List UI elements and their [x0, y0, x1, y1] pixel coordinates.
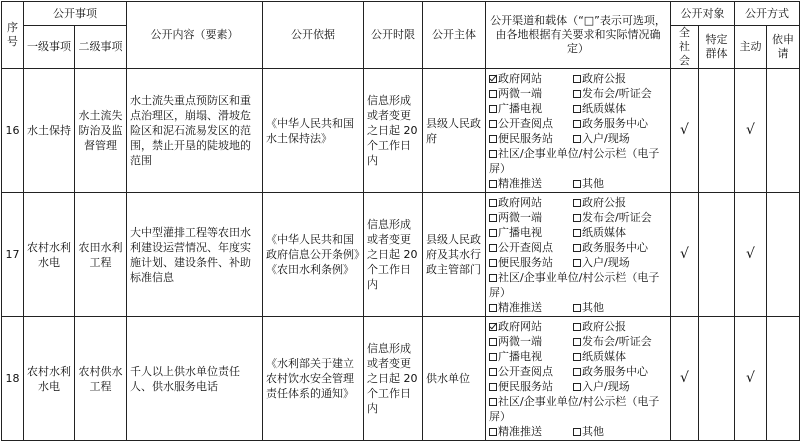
- empty-box-icon: [573, 135, 581, 143]
- channel-option: [573, 240, 667, 255]
- channel-label: 社区/企事业单位/村公示栏（电子屏）: [489, 270, 660, 299]
- society-check: √: [671, 69, 699, 193]
- channel-option: [489, 101, 573, 116]
- checked-box-icon: [489, 323, 497, 331]
- channel-option: [489, 424, 573, 439]
- row-level1: 农村水利水电: [24, 193, 75, 317]
- header-basis: 公开依据: [263, 2, 364, 69]
- channel-label: 政府网站: [498, 195, 542, 209]
- checked-box-icon: [489, 75, 497, 83]
- empty-box-icon: [489, 229, 497, 237]
- row-level2: 水土流失防治及监督管理: [75, 69, 127, 193]
- empty-box-icon: [489, 199, 497, 207]
- empty-box-icon: [573, 180, 581, 188]
- empty-box-icon: [573, 244, 581, 252]
- channel-label: 政务服务中心: [582, 364, 648, 378]
- table-row: [2, 69, 800, 193]
- header-time-limit: 公开时限: [364, 2, 423, 69]
- channel-option: [573, 334, 667, 349]
- channel-list: [489, 319, 667, 439]
- row-subject: 供水单位: [423, 317, 486, 441]
- channel-option: [573, 195, 667, 210]
- channel-label: 政府公报: [582, 195, 626, 209]
- channel-label: 社区/企事业单位/村公示栏（电子屏）: [489, 394, 660, 423]
- channel-label: 其他: [582, 300, 604, 314]
- table-row: [2, 193, 800, 317]
- channel-label: 两微一端: [498, 334, 542, 348]
- row-content: 水土流失重点预防区和重点治理区，崩塌、滑坡危险区和泥石流易发区的范围，禁止开垦的陡坡地的范围: [127, 69, 263, 193]
- channel-option: [489, 364, 573, 379]
- row-subject: 县级人民政府: [423, 69, 486, 193]
- channel-option: [489, 225, 573, 240]
- channel-option: [573, 424, 667, 439]
- row-basis: 《水利部关于建立农村饮水安全管理责任体系的通知》: [263, 317, 364, 441]
- channel-option: [489, 86, 573, 101]
- row-level1: 农村水利水电: [24, 317, 75, 441]
- empty-box-icon: [489, 259, 497, 267]
- channel-option: [489, 176, 573, 191]
- header-target: 公开对象: [671, 2, 735, 26]
- empty-box-icon: [489, 120, 497, 128]
- channel-option: [489, 319, 573, 334]
- specific-check: [699, 317, 735, 441]
- channel-label: 政务服务中心: [582, 240, 648, 254]
- channel-label: 政府公报: [582, 319, 626, 333]
- channel-label: 入户/现场: [582, 255, 630, 269]
- empty-box-icon: [573, 428, 581, 436]
- header-subject: 公开主体: [423, 2, 486, 69]
- society-check: √: [671, 193, 699, 317]
- channel-list: [489, 71, 667, 191]
- row-time-limit: 信息形成或者变更之日起 20 个工作日内: [364, 69, 423, 193]
- row-channels: [486, 69, 671, 193]
- channel-option: [489, 240, 573, 255]
- channel-label: 精准推送: [498, 300, 542, 314]
- on-request-check: [767, 69, 800, 193]
- channel-option: [573, 349, 667, 364]
- channel-label: 纸质媒体: [582, 101, 626, 115]
- empty-box-icon: [573, 368, 581, 376]
- channel-label: 入户/现场: [582, 379, 630, 393]
- empty-box-icon: [489, 398, 497, 406]
- channel-label: 广播电视: [498, 225, 542, 239]
- channel-label: 其他: [582, 176, 604, 190]
- channel-option: [489, 270, 667, 300]
- header-level1: 一级事项: [24, 26, 75, 69]
- header-channels: 公开渠道和载体（“□”表示可选项，由各地根据有关要求和实际情况确定）: [486, 2, 671, 69]
- channel-option: [573, 71, 667, 86]
- channel-label: 精准推送: [498, 424, 542, 438]
- empty-box-icon: [573, 90, 581, 98]
- active-check: √: [735, 317, 767, 441]
- channel-option: [573, 176, 667, 191]
- header-seq: 序号: [2, 2, 24, 69]
- channel-label: 政府网站: [498, 319, 542, 333]
- channel-option: [573, 131, 667, 146]
- channel-label: 便民服务站: [498, 379, 553, 393]
- channel-option: [489, 131, 573, 146]
- row-basis: 《中华人民共和国政府信息公开条例》《农田水利条例》: [263, 193, 364, 317]
- row-subject: 县级人民政府及其水行政主管部门: [423, 193, 486, 317]
- channel-option: [573, 101, 667, 116]
- channel-option: [573, 319, 667, 334]
- channel-option: [573, 300, 667, 315]
- society-check: √: [671, 317, 699, 441]
- empty-box-icon: [489, 304, 497, 312]
- channel-label: 入户/现场: [582, 131, 630, 145]
- empty-box-icon: [573, 199, 581, 207]
- empty-box-icon: [573, 214, 581, 222]
- empty-box-icon: [573, 229, 581, 237]
- empty-box-icon: [573, 383, 581, 391]
- empty-box-icon: [573, 338, 581, 346]
- empty-box-icon: [489, 353, 497, 361]
- channel-option: [573, 86, 667, 101]
- row-level2: 农村供水工程: [75, 317, 127, 441]
- channel-label: 广播电视: [498, 349, 542, 363]
- empty-box-icon: [489, 150, 497, 158]
- channel-option: [489, 255, 573, 270]
- channel-label: 政府网站: [498, 71, 542, 85]
- channel-option: [573, 116, 667, 131]
- header-society: 全社会: [671, 26, 699, 69]
- channel-label: 精准推送: [498, 176, 542, 190]
- row-seq: 18: [2, 317, 24, 441]
- channel-option: [489, 210, 573, 225]
- channel-label: 发布会/听证会: [582, 86, 652, 100]
- header-active: 主动: [735, 26, 767, 69]
- channel-label: 两微一端: [498, 86, 542, 100]
- channel-option: [573, 225, 667, 240]
- table-row: [2, 317, 800, 441]
- row-basis: 《中华人民共和国水土保持法》: [263, 69, 364, 193]
- row-channels: [486, 317, 671, 441]
- header-content: 公开内容（要素）: [127, 2, 263, 69]
- on-request-check: [767, 317, 800, 441]
- channel-option: [573, 255, 667, 270]
- specific-check: [699, 193, 735, 317]
- channel-label: 公开查阅点: [498, 116, 553, 130]
- channel-option: [489, 394, 667, 424]
- specific-check: [699, 69, 735, 193]
- channel-label: 发布会/听证会: [582, 210, 652, 224]
- disclosure-table: [1, 1, 800, 441]
- empty-box-icon: [489, 338, 497, 346]
- empty-box-icon: [489, 105, 497, 113]
- channel-option: [489, 349, 573, 364]
- channel-label: 纸质媒体: [582, 225, 626, 239]
- empty-box-icon: [573, 353, 581, 361]
- empty-box-icon: [489, 274, 497, 282]
- empty-box-icon: [489, 135, 497, 143]
- empty-box-icon: [489, 180, 497, 188]
- active-check: √: [735, 193, 767, 317]
- channel-option: [489, 334, 573, 349]
- channel-option: [489, 71, 573, 86]
- empty-box-icon: [489, 383, 497, 391]
- on-request-check: [767, 193, 800, 317]
- row-time-limit: 信息形成或者变更之日起 20 个工作日内: [364, 193, 423, 317]
- empty-box-icon: [489, 90, 497, 98]
- header-method: 公开方式: [735, 2, 800, 26]
- channel-option: [489, 300, 573, 315]
- empty-box-icon: [489, 428, 497, 436]
- channel-label: 公开查阅点: [498, 240, 553, 254]
- channel-label: 发布会/听证会: [582, 334, 652, 348]
- header-level2: 二级事项: [75, 26, 127, 69]
- channel-label: 两微一端: [498, 210, 542, 224]
- empty-box-icon: [573, 105, 581, 113]
- empty-box-icon: [573, 75, 581, 83]
- row-level2: 农田水利工程: [75, 193, 127, 317]
- row-time-limit: 信息形成或者变更之日起 20 个工作日内: [364, 317, 423, 441]
- empty-box-icon: [573, 259, 581, 267]
- channel-label: 其他: [582, 424, 604, 438]
- channel-label: 社区/企事业单位/村公示栏（电子屏）: [489, 146, 660, 175]
- header-row-1: [2, 2, 800, 26]
- channel-option: [573, 379, 667, 394]
- empty-box-icon: [573, 323, 581, 331]
- active-check: √: [735, 69, 767, 193]
- empty-box-icon: [573, 120, 581, 128]
- channel-label: 公开查阅点: [498, 364, 553, 378]
- empty-box-icon: [489, 244, 497, 252]
- channel-label: 广播电视: [498, 101, 542, 115]
- channel-option: [573, 364, 667, 379]
- row-level1: 水土保持: [24, 69, 75, 193]
- header-specific: 特定群体: [699, 26, 735, 69]
- row-seq: 16: [2, 69, 24, 193]
- empty-box-icon: [489, 214, 497, 222]
- header-on-request: 依申请: [767, 26, 800, 69]
- channel-option: [489, 195, 573, 210]
- channel-list: [489, 195, 667, 315]
- channel-label: 便民服务站: [498, 131, 553, 145]
- channel-option: [489, 116, 573, 131]
- channel-label: 便民服务站: [498, 255, 553, 269]
- channel-option: [489, 379, 573, 394]
- empty-box-icon: [573, 304, 581, 312]
- row-content: 千人以上供水单位责任人、供水服务电话: [127, 317, 263, 441]
- channel-label: 政务服务中心: [582, 116, 648, 130]
- row-seq: 17: [2, 193, 24, 317]
- channel-option: [573, 210, 667, 225]
- empty-box-icon: [489, 368, 497, 376]
- channel-label: 政府公报: [582, 71, 626, 85]
- row-content: 大中型灌排工程等农田水利建设运营情况、年度实施计划、建设条件、补助标准信息: [127, 193, 263, 317]
- row-channels: [486, 193, 671, 317]
- channel-option: [489, 146, 667, 176]
- channel-label: 纸质媒体: [582, 349, 626, 363]
- header-matters: 公开事项: [24, 2, 127, 26]
